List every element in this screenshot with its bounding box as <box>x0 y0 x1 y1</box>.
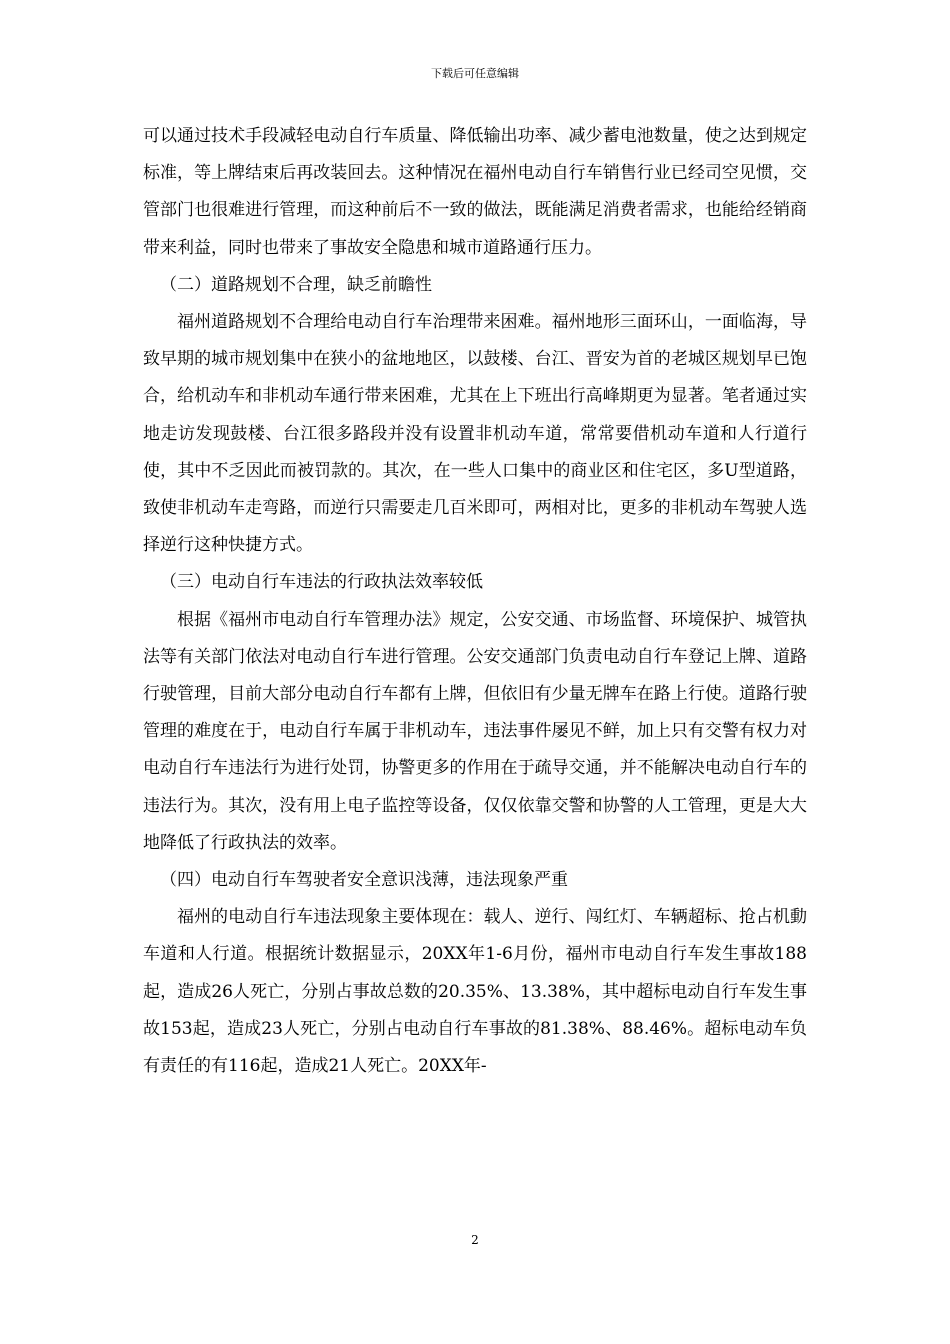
paragraph-violations: 福州的电动自行车违法现象主要体现在：载人、逆行、闯红灯、车辆超标、抢占机動车道和人行道。根据统计数据显示，20XX年1-6月份，福州市电动自行车发生事故188起，造成26人死亡，分别占事故总数的20.35%、13.38%，其中超标电动自行车发生事故153起，造成23人死亡，分别占电动自行车事故的81.38%、88.46%。超标电动车负有责任的有116起，造成21人死亡。20XX年- <box>143 907 807 1077</box>
section-heading-4: （四）电动自行车驾驶者安全意识浅薄，违法现象严重 <box>160 870 568 891</box>
paragraph-law-enforcement: 根据《福州市电动自行车管理办法》规定，公安交通、市场监督、环境保护、城管执法等有关部门依法对电动自行车进行管理。公安交通部门负责电动自行车登记上牌、道路行驶管理，目前大部分电动自行车都有上牌，但依旧有少量无牌车在路上行使。道路行驶管理的难度在于，电动自行车属于非机动车，违法事件屡见不鲜，加上只有交警有权力对电动自行车违法行为进行处罚，协警更多的作用在于疏导交通，并不能解决电动自行车的违法行为。其次，没有用上电子监控等设备，仅仅依靠交警和协警的人工管理，更是大大地降低了行政执法的效率。 <box>143 609 807 853</box>
section-heading-2: （二）道路规划不合理，缺乏前瞻性 <box>160 274 432 295</box>
page-number: 2 <box>471 1233 479 1247</box>
page-header: 下载后可任意编辑 <box>431 67 519 80</box>
paragraph-continued: 可以通过技术手段减轻电动自行车质量、降低输出功率、减少蓄电池数量，使之达到规定标准，等上牌结束后再改装回去。这种情况在福州电动自行车销售行业已经司空见惯，交管部门也很难进行管理，而这种前后不一致的做法，既能满足消费者需求，也能给经销商带来利益，同时也带来了事故安全隐患和城市道路通行压力。 <box>143 126 807 258</box>
paragraph-road-planning: 福州道路规划不合理给电动自行车治理带来困难。福州地形三面环山，一面临海，导致早期的城市规划集中在狭小的盆地地区，以鼓楼、台江、晋安为首的老城区规划早已饱合，给机动车和非机动车通行带来困难，尤其在上下班出行高峰期更为显著。笔者通过实地走访发现鼓楼、台江很多路段并没有设置非机动车道，常常要借机动车道和人行道行使，其中不乏因此而被罚款的。其次，在一些人口集中的商业区和住宅区，多U型道路，致使非机动车走弯路，而逆行只需要走几百米即可，两相对比，更多的非机动车驾驶人选择逆行这种快捷方式。 <box>143 312 807 556</box>
page-content <box>143 118 807 1085</box>
section-heading-3: （三）电动自行车违法的行政执法效率较低 <box>160 572 483 593</box>
